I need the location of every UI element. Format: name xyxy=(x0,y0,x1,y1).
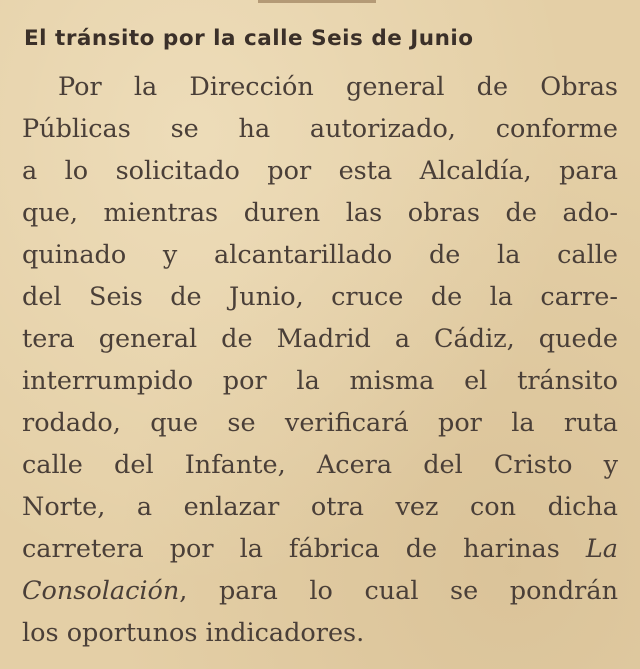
article-line: interrumpido por la misma el tránsito xyxy=(22,366,618,396)
article-line-text: carretera por la fábrica de harinas xyxy=(22,534,560,564)
headline: El tránsito por la calle Seis de Junio xyxy=(24,26,474,51)
article-line xyxy=(22,528,618,570)
factory-name-part: Consolación xyxy=(22,576,180,606)
article-line: quinado y alcantarillado de la calle xyxy=(22,240,618,270)
top-divider xyxy=(258,0,376,3)
article-line xyxy=(22,570,618,612)
article-line: los oportunos indicadores. xyxy=(22,618,365,648)
article-line: que, mientras duren las obras de ado- xyxy=(22,198,618,228)
article-line: rodado, que se verificará por la ruta xyxy=(22,408,618,438)
article-line-text: , para lo cual se pondrán xyxy=(179,576,618,606)
article-line: Por la Dirección general de Obras xyxy=(58,72,618,102)
factory-name-part: La xyxy=(585,534,618,564)
article-body xyxy=(22,66,618,654)
article-line: tera general de Madrid a Cádiz, quede xyxy=(22,324,618,354)
article-line: Norte, a enlazar otra vez con dicha xyxy=(22,492,618,522)
article-line: a lo solicitado por esta Alcaldía, para xyxy=(22,156,618,186)
article-line: Públicas se ha autorizado, conforme xyxy=(22,114,618,144)
article-line: del Seis de Junio, cruce de la carre- xyxy=(22,282,618,312)
article-line: calle del Infante, Acera del Cristo y xyxy=(22,450,618,480)
